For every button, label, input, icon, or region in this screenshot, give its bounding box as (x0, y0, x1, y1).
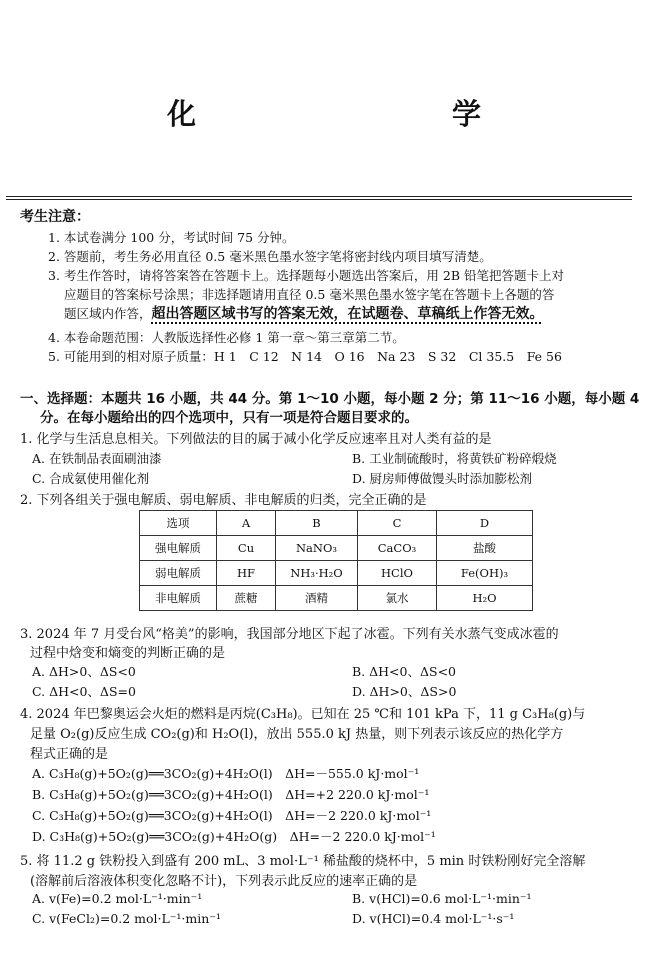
table-cell: H₂O (437, 586, 533, 611)
q4-option-b: B. C₃H₈(g)+5O₂(g)══3CO₂(g)+4H₂O(l) ΔH=+2 220.0 kJ·mol⁻¹ (32, 787, 430, 802)
table-cell: CaCO₃ (358, 536, 437, 561)
section-heading-cont: 分。在每小题给出的四个选项中，只有一项是符合题目要求的。 (40, 410, 418, 426)
q1-option-a: A. 在铁制品表面刷油漆 (32, 451, 162, 466)
q4-stem-cont: 足量 O₂(g)反应生成 CO₂(g)和 H₂O(l)，放出 555.0 kJ 热量，则下列表示该反应的热化学方 (30, 727, 564, 742)
q4-stem: 4. 2024 年巴黎奥运会火炬的燃料是丙烷(C₃H₈)。已知在 25 ℃和 101 kPa 下，11 g C₃H₈(g)与 (20, 707, 586, 722)
q5-stem-cont: (溶解前后溶液体积变化忽略不计)，下列表示此反应的速率正确的是 (30, 874, 418, 889)
q5-stem: 5. 将 11.2 g 铁粉投入到盛有 200 mL、3 mol·L⁻¹ 稀盐酸的烧杯中，5 min 时铁粉刚好完全溶解 (20, 854, 586, 869)
notice-item-5: 5. 可能用到的相对原子质量：H 1 C 12 N 14 O 16 Na 23 S 32 Cl 35.5 Fe 56 (48, 349, 562, 364)
table-row (140, 561, 533, 586)
table-cell: 非电解质 (140, 586, 217, 611)
table-cell: 弱电解质 (140, 561, 217, 586)
table-cell: NH₃·H₂O (276, 561, 358, 586)
table-row (140, 536, 533, 561)
q5-option-c: C. v(FeCl₂)=0.2 mol·L⁻¹·min⁻¹ (32, 911, 221, 926)
table-cell: NaNO₃ (276, 536, 358, 561)
notice-item-3: 3. 考生作答时，请将答案答在答题卡上。选择题每小题选出答案后，用 2B 铅笔把答题卡上对 (48, 268, 564, 283)
table-cell: Cu (217, 536, 276, 561)
notice-item-3-tail: 题区域内作答， (64, 306, 152, 321)
q1-option-c: C. 合成氨使用催化剂 (32, 471, 150, 486)
header-rule-thick (6, 196, 632, 197)
q4-option-d: D. C₃H₈(g)+5O₂(g)══3CO₂(g)+4H₂O(g) ΔH=－2 220.0 kJ·mol⁻¹ (32, 829, 436, 844)
q3-option-c: C. ΔH<0、ΔS=0 (32, 684, 136, 699)
table-cell: D (437, 511, 533, 536)
q1-option-b: B. 工业制硫酸时，将黄铁矿粉碎煅烧 (352, 451, 557, 466)
notice-item-2: 2. 答题前，考生务必用直径 0.5 毫米黑色墨水签字笔将密封线内项目填写清楚。 (48, 249, 492, 264)
table-cell: 氯水 (358, 586, 437, 611)
q3-option-a: A. ΔH>0、ΔS<0 (32, 664, 136, 679)
notice-item-1: 1. 本试卷满分 100 分，考试时间 75 分钟。 (48, 230, 295, 245)
section-heading: 一、选择题：本题共 16 小题，共 44 分。第 1～10 小题，每小题 2 分；第 11～16 小题，每小题 4 (20, 391, 640, 407)
table-row (140, 511, 533, 536)
table-cell: 酒精 (276, 586, 358, 611)
q5-option-a: A. v(Fe)=0.2 mol·L⁻¹·min⁻¹ (32, 891, 203, 906)
table-cell: C (358, 511, 437, 536)
table-cell: Fe(OH)₃ (437, 561, 533, 586)
q4-option-a: A. C₃H₈(g)+5O₂(g)══3CO₂(g)+4H₂O(l) ΔH=－555.0 kJ·mol⁻¹ (32, 766, 420, 781)
notice-item-4: 4. 本卷命题范围：人教版选择性必修 1 第一章～第三章第二节。 (48, 330, 405, 345)
header-rule-thin (6, 199, 632, 200)
classification-table (139, 510, 533, 611)
q3-stem: 3. 2024 年 7 月受台风“格美”的影响，我国部分地区下起了冰雹。下列有关水蒸气变成冰雹的 (20, 627, 559, 642)
table-cell: 蔗糖 (217, 586, 276, 611)
q3-option-d: D. ΔH>0、ΔS>0 (352, 684, 457, 699)
q1-stem: 1. 化学与生活息息相关。下列做法的目的属于减小化学反应速率且对人类有益的是 (20, 432, 492, 447)
notice-item-3-cont: 应题目的答案标号涂黑；非选择题请用直径 0.5 毫米黑色墨水签字笔在答题卡上各题的答 (64, 287, 555, 302)
table-cell: A (217, 511, 276, 536)
q3-stem-cont: 过程中焓变和熵变的判断正确的是 (30, 646, 226, 661)
q2-stem: 2. 下列各组关于强电解质、弱电解质、非电解质的归类，完全正确的是 (20, 493, 427, 508)
table-cell: 强电解质 (140, 536, 217, 561)
table-cell: B (276, 511, 358, 536)
exam-title: 化 学 (166, 97, 547, 131)
q3-option-b: B. ΔH<0、ΔS<0 (352, 664, 457, 679)
q5-option-d: D. v(HCl)=0.4 mol·L⁻¹·s⁻¹ (352, 911, 515, 926)
table-cell: HClO (358, 561, 437, 586)
q1-option-d: D. 厨房师傅做馒头时添加膨松剂 (352, 471, 533, 486)
table-row (140, 586, 533, 611)
q4-stem-cont2: 程式正确的是 (30, 747, 109, 762)
table-cell: 选项 (140, 511, 217, 536)
notice-emphasis: 超出答题区域书写的答案无效，在试题卷、草稿纸上作答无效。 (151, 306, 544, 322)
q5-option-b: B. v(HCl)=0.6 mol·L⁻¹·min⁻¹ (352, 891, 532, 906)
table-cell: HF (217, 561, 276, 586)
q4-option-c: C. C₃H₈(g)+5O₂(g)══3CO₂(g)+4H₂O(l) ΔH=－2 220.0 kJ·mol⁻¹ (32, 808, 432, 823)
notice-heading: 考生注意： (20, 209, 90, 225)
table-cell: 盐酸 (437, 536, 533, 561)
notice-item-3-cont2 (64, 303, 544, 323)
